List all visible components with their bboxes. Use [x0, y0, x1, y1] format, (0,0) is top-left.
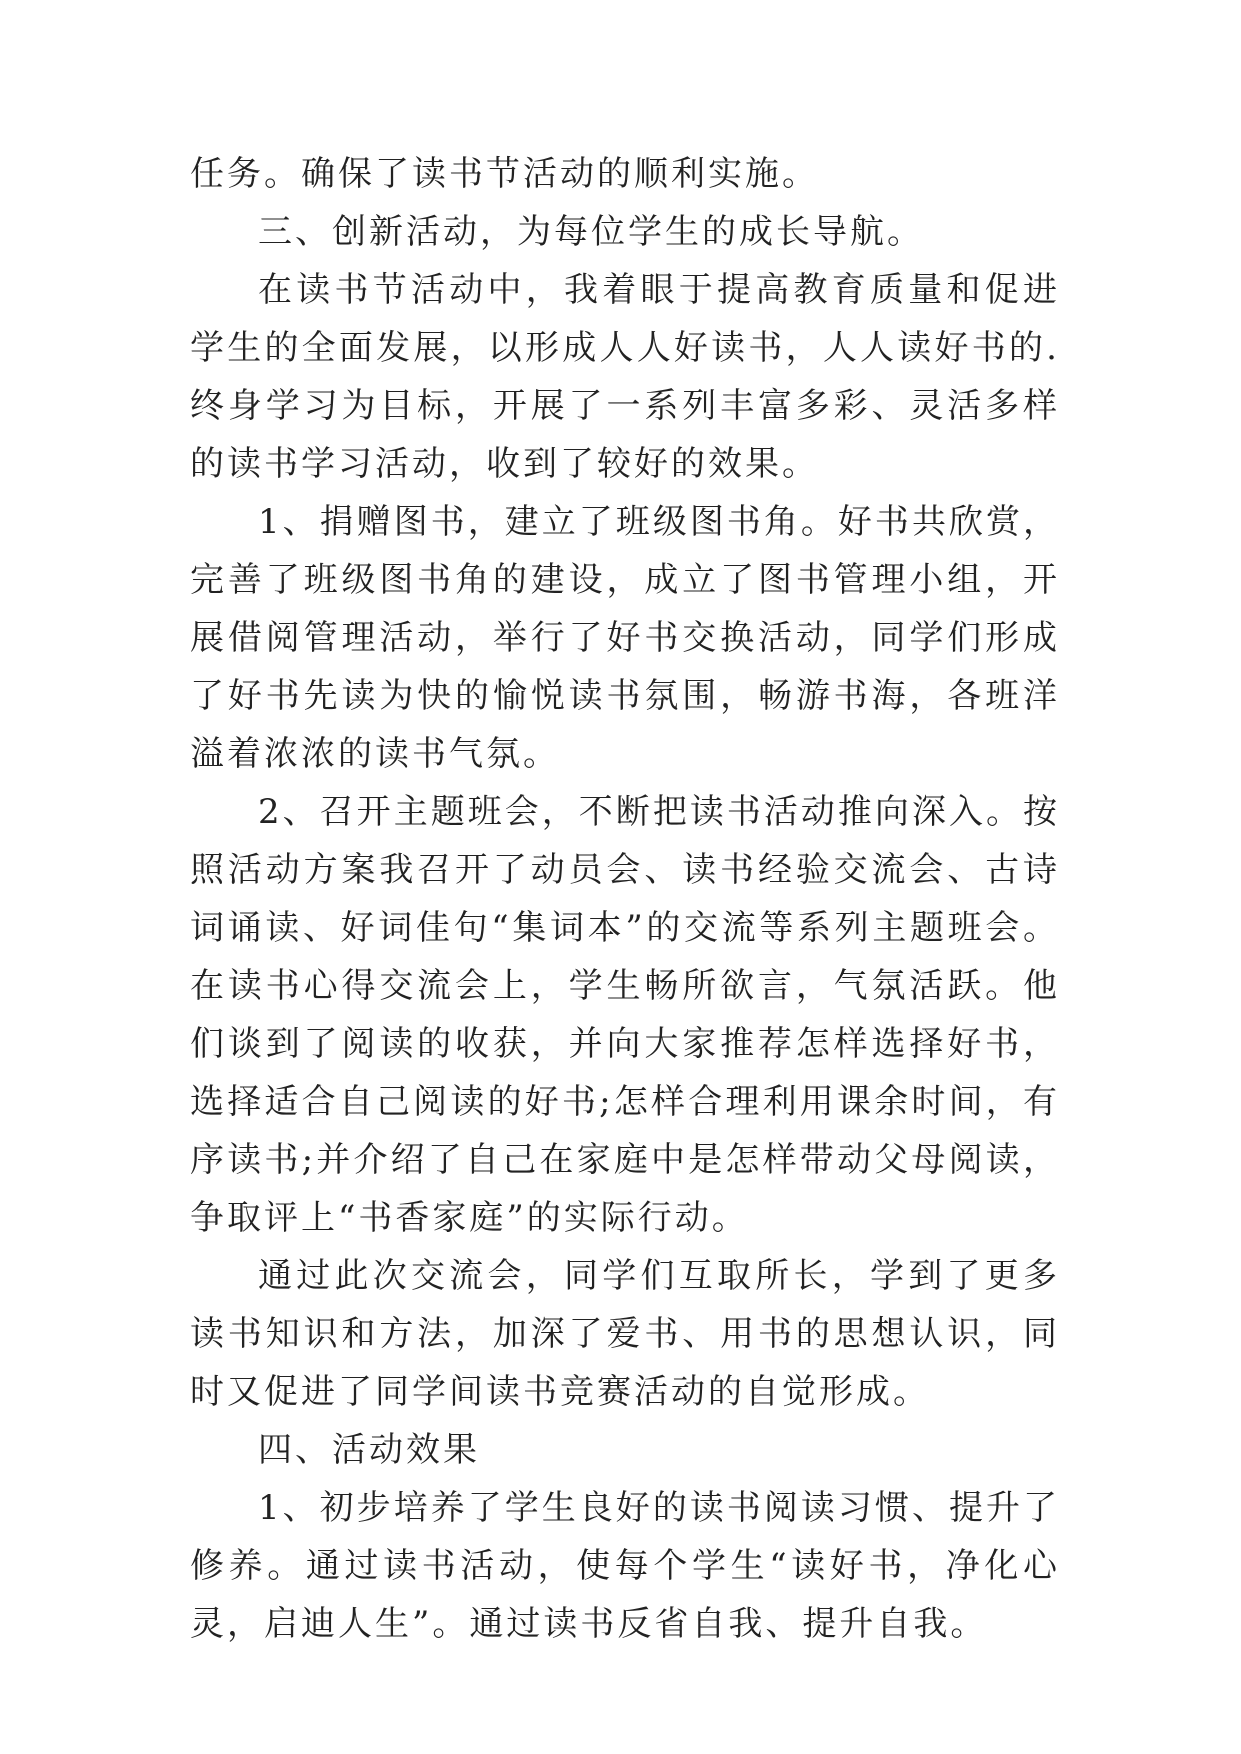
- paragraph-continuation: 任务。确保了读书节活动的顺利实施。: [190, 154, 819, 194]
- paragraph-book-donation: 1、捐赠图书，建立了班级图书角。好书共欣赏，完善了班级图书角的建设，成立了图书管理小组，开展借阅管理活动，举行了好书交换活动，同学们形成了好书先读为快的愉悦读书氛围，畅游书海，各班洋溢着浓浓的读书气氛。: [190, 502, 1060, 774]
- section-heading-effects: 四、活动效果: [258, 1430, 480, 1470]
- paragraph-reading-festival: 在读书节活动中，我着眼于提高教育质量和促进学生的全面发展，以形成人人好读书，人人读好书的.终身学习为目标，开展了一系列丰富多彩、灵活多样的读书学习活动，收到了较好的效果。: [190, 270, 1060, 484]
- paragraph-exchange-meeting: 通过此次交流会，同学们互取所长，学到了更多读书知识和方法，加深了爱书、用书的思想认识，同时又促进了同学间读书竞赛活动的自觉形成。: [190, 1256, 1060, 1412]
- document-page: [190, 145, 1060, 1653]
- section-heading-innovation: 三、创新活动，为每位学生的成长导航。: [258, 212, 924, 252]
- paragraph-class-meeting: 2、召开主题班会，不断把读书活动推向深入。按照活动方案我召开了动员会、读书经验交流会、古诗词诵读、好词佳句“集词本”的交流等系列主题班会。在读书心得交流会上，学生畅所欲言，气氛活跃。他们谈到了阅读的收获，并向大家推荐怎样选择好书，选择适合自己阅读的好书;怎样合理利用课余时间，有序读书;并介绍了自己在家庭中是怎样带动父母阅读，争取评上“书香家庭”的实际行动。: [190, 792, 1060, 1238]
- paragraph-reading-habits: 1、初步培养了学生良好的读书阅读习惯、提升了修养。通过读书活动，使每个学生“读好书，净化心灵，启迪人生”。通过读书反省自我、提升自我。: [190, 1488, 1060, 1644]
